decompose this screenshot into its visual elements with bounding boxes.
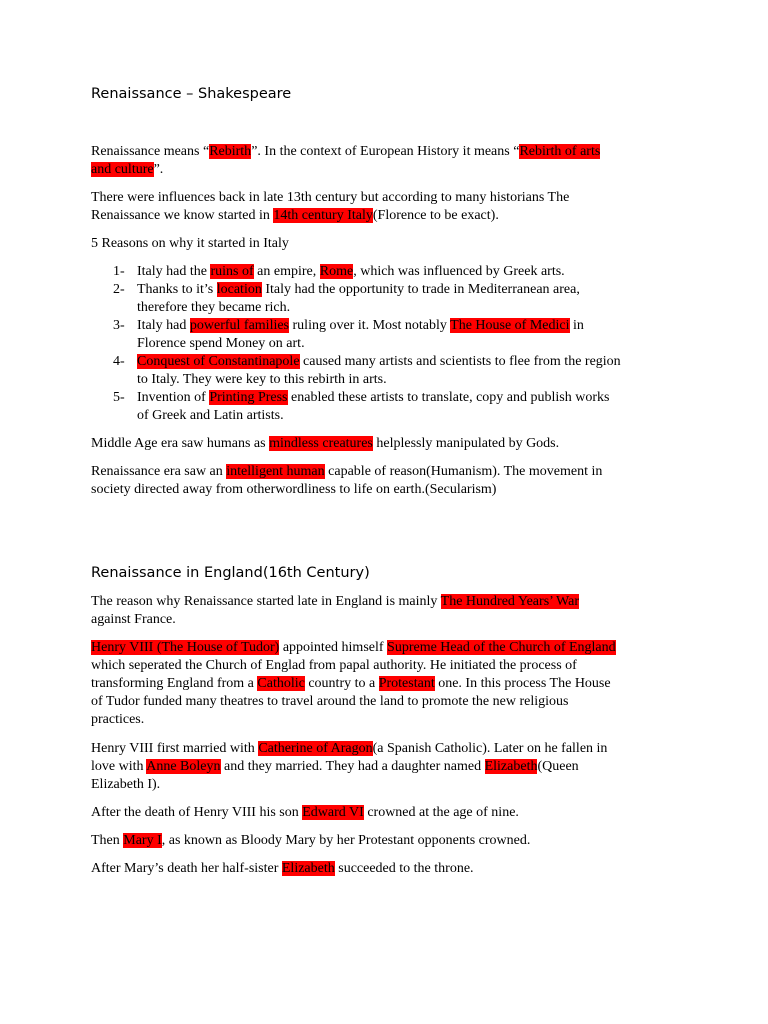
highlight: Printing Press [209,390,288,405]
text: Italy had the [137,264,211,279]
highlight: Elizabeth [281,861,335,876]
highlight: Anne Boleyn [146,759,221,774]
text: , as known as Bloody Mary by her Protestant opponents crowned. [161,833,531,848]
highlight: Rebirth [209,144,252,159]
text: There were influences back in late 13th century but according to many historians The [91,190,570,205]
text: an empire, [253,264,320,279]
text: Florence spend Money on art. [137,336,305,351]
paragraph-reasons-intro [91,235,691,253]
text: of Greek and Latin artists. [137,408,284,423]
text: country to a [304,676,379,691]
text: enabled these artists to translate, copy and publish works [287,390,610,405]
text: Renaissance we know started in [91,208,274,223]
paragraph-henry-viii [91,639,691,729]
text: capable of reason(Humanism). The movement in [324,464,603,479]
highlight: and culture [91,162,154,177]
highlight: Catholic [257,676,305,691]
text: practices. [91,712,145,727]
text: After Mary’s death her half-sister [91,861,282,876]
text: ”. In the context of European History it means “ [251,144,520,159]
highlight: location [216,282,262,297]
list-number: 5- [113,390,125,405]
heading-renaissance-shakespeare: Renaissance – Shakespeare [91,86,292,102]
text: Italy had the opportunity to trade in Mediterranean area, [261,282,580,297]
text: Henry VIII first married with [91,741,259,756]
text: of Tudor funded many theatres to travel around the land to promote the new religious [91,694,569,709]
text: in [569,318,584,333]
text: succeeded to the throne. [334,861,474,876]
highlight: intelligent human [226,464,325,479]
highlight: Rome [319,264,354,279]
text: 5 Reasons on why it started in Italy [91,236,289,251]
paragraph-renaissance-era [91,463,691,499]
text: to Italy. They were key to this rebirth in arts. [137,372,387,387]
text: Thanks to it’s [137,282,217,297]
highlight: Elizabeth [484,759,538,774]
paragraph-elizabeth [91,860,691,878]
highlight: Edward VI [302,805,364,820]
list-number: 1- [113,264,125,279]
text: (Florence to be exact). [372,208,499,223]
highlight: Henry VIII (The House of Tudor) [91,640,280,655]
text: helplessly manipulated by Gods. [372,436,560,451]
text: Middle Age era saw humans as [91,436,270,451]
text: transforming England from a [91,676,258,691]
text: Invention of [137,390,210,405]
highlight: ruins of [210,264,254,279]
text: love with [91,759,147,774]
paragraph-hundred-years-war [91,593,691,629]
text: , which was influenced by Greek arts. [353,264,565,279]
text: (Queen [537,759,579,774]
text: and they married. They had a daughter named [220,759,485,774]
paragraph-influences [91,189,691,225]
list-number: 4- [113,354,125,369]
text: Renaissance means “ [91,144,210,159]
text: Renaissance era saw an [91,464,227,479]
text: After the death of Henry VIII his son [91,805,303,820]
paragraph-mary-i [91,832,691,850]
highlight: The Hundred Years’ War [440,594,579,609]
paragraph-edward-vi [91,804,691,822]
highlight: Mary I [123,833,162,848]
heading-renaissance-england: Renaissance in England(16th Century) [91,565,370,581]
list-number: 3- [113,318,125,333]
text: one. In this process The House [434,676,611,691]
paragraph-rebirth [91,143,691,179]
paragraph-marriages [91,740,691,794]
text: ”. [153,162,164,177]
text: society directed away from otherwordliness to life on earth.(Secularism) [91,482,497,497]
text: appointed himself [279,640,388,655]
text: against France. [91,612,176,627]
text: Italy had [137,318,190,333]
text: Elizabeth I). [91,777,161,792]
highlight: Protestant [378,676,435,691]
text: Then [91,833,124,848]
highlight: 14th century Italy [273,208,373,223]
highlight: powerful families [189,318,290,333]
highlight: Catherine of Aragon [258,741,373,756]
text: The reason why Renaissance started late in England is mainly [91,594,441,609]
paragraph-middle-age [91,435,691,453]
highlight: Rebirth of arts [519,144,601,159]
list-number: 2- [113,282,125,297]
text: ruling over it. Most notably [289,318,451,333]
text: crowned at the age of nine. [363,805,519,820]
text: therefore they became rich. [137,300,291,315]
highlight: Supreme Head of the Church of England [387,640,616,655]
highlight: The House of Medici [450,318,570,333]
text: (a Spanish Catholic). Later on he fallen in [372,741,608,756]
highlight: Conquest of Constantinapole [137,354,300,369]
text: caused many artists and scientists to flee from the region [299,354,621,369]
highlight: mindless creatures [269,436,373,451]
text: which seperated the Church of Englad from papal authority. He initiated the process of [91,658,577,673]
